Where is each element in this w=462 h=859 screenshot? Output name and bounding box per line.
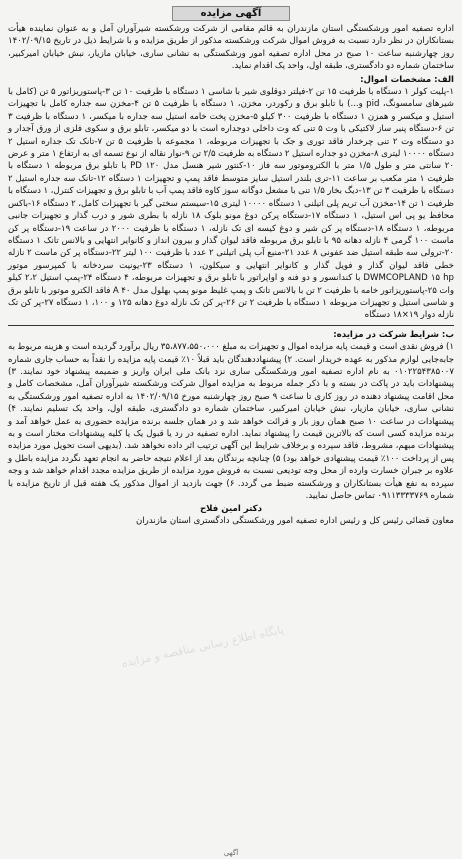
intro-paragraph: اداره تصفیه امور ورشکستگی استان مازندران به قائم مقامی از شرکت ورشکسته شیرآوران آمل و به عنوان نماینده هیأت بستانکاران در نظر دارد نسبت به فروش اموال شرکت ورشکسته مذکور از طریق مزایده و با شرایط ذیل در تاریخ ۱۴۰۲/۰۹/۱۵ روز چهارشنبه ساعت ۱۰ صبح در محل اداره تصفیه امور ورشکستگی به نشانی ساری، خیابان مازیار، نبش خیابان امیرکبیر، ساختمان شماره دو دادگستری، طبقه اول، واحد یک اقدام نماید. [8,24,454,72]
terms-heading: ب: شرایط شرکت در مزایده: [333,329,454,340]
specs-paragraph: ۱-پلیت کولر ۱ دستگاه با ظرفیت ۱۵ تن ۲-فیلتر دوقلوی شیر با شاسی ۱ دستگاه با ظرفیت ۱۰ تن ۳-پاستوریزاتور ۵ تن (کامل با شیرهای سامسونگ، pid و...) با تابلو برق و رکوردر، مخزن، ۱ دستگاه با ظرفیت ۵ تن ۴-مخزن سه جداره کامل با تجهیزات استیل و میکسر و همزن ۱ دستگاه با ظرفیت ۳۰۰ کیلو ۵-مخزن پخت خامه استیل سه جداره با میکسر، ۱ دستگاه با ظرفیت ۳ تن ۶-دستگاه پنیر ساز لاکتیکی با وت ۵ تنی که وت داخلی دوجداره است با دو میکسر، تابلو برق و سکوی فلزی از ورق آجدار و دو دستگاه وت ۲ تنی چرخدار فاقد توری و جک با تجهیزات مربوطه، ۱ مجموعه با ظرفیت ۵ تن ۷-تانک تک جداره استیل ۲ دستگاه ۱۰۰۰۰ لیتری ۸-مخزن دو جداره استیل ۲ دستگاه به ظرفیت ۲/۵ تن ۹-نوار نقاله از نوع تسمه ای به ارتفاع ۱ متر و عرض ۲۰ سانتی متر و طول ۱/۵ متر با الکتروموتور سه فاز ۱۰-کنتور شیر هنسل مدل PD ۱۲۰ با تابلو برق مربوطه ۱ دستگاه با ظرفیت ۱ متر مکعب بر ساعت ۱۱-تری بلندر استیل سایز متوسط فاقد پمپ و تجهیزات ۱ دستگاه ۱۲-تانک سه جداره استیل ۲ دستگاه با ظرفیت ۳ تن ۱۳-دیگ بخار ۱/۵ تنی با مشعل دوگانه سوز کاوه فاقد پمپ آب با تابلو برق و تجهیزات کنترل، ۱ دستگاه با ظرفیت ۱ تن ۱۴-مخزن آب تریم پلی اتیلنی ۱ دستگاه ۱۰۰۰۰ لیتری ۱۵-سیستم سختی گیر با تجهیزات کامل، ۲ دستگاه ۱۶-باکس محافظ یو پی اس استیل، ۱ دستگاه ۱۷-دستگاه پرکن دوغ مونو بلوک ۱۸ نازله با بطری شور و درب گذار و تجهیزات جانبی مربوطه، ۱ دستگاه ۱۸-دستگاه پر کن شیر و دوغ کیسه ای تک نازله، ۱ دستگاه با ظرفیت ۲۰۰۰ در ساعت ۱۹-دستگاه پر کن ماست ۱۰۰ گرمی ۴ نازله دهانه ۹۵ با تابلو برق مربوطه فاقد لیوان گذار و بیرون انداز و کانوایر انتهایی و بالانس تانک ۱ دستگاه ۲۰-ترولی سه طبقه استیل ضد عفونی ۸ عدد ۲۱-منبع آب پلی اتیلنی ۲ عدد با ظرفیت ۱۰۰ لیتر ۲۲-دستگاه پر کن ماست ۲ نازله خطی فاقد لیوان گذار و فویل گذار و کانوایر انتهایی و سیکلون، ۱ دستگاه ۲۳-یونیت سردخانه با کمپرسور موتور DWMCOPLAND ۱۵ hp با کندانسور و دو فنه و اواپراتور با تابلو برق و تجهیزات مربوطه، ۴ دستگاه ۲۴-پمپ استیل ۲،۲ کیلو وات ۲۵-پاستوریزاتور خامه با ظرفیت ۲ تن با بالانس تانک و پمپ غلیظ مونو پمپ بهلول مدل A ۴۰ فاقد الکترو موتور با تابلو برق و شاسی استیل و تجهیزات مربوطه ۱ دستگاه با ظرفیت ۲ تن ۲۶-پر کن تک نازله دوغ دهانه ۱۲۵ و ۱۰۰، ۱ دستگاه ۲۷-پر کن تک نازله دوار ۱۹×۱۸ دستگاه [8,87,455,321]
signature-name: دکتر امین فلاح [199,504,263,515]
footer-mark: آگهی [223,849,239,857]
watermark: پایگاه اطلاع رسانی مناقصه و مزایده [120,622,285,671]
notice-header [8,6,454,20]
terms-paragraph: ۱) فروش نقدی است و قیمت پایه مزایده اموال و تجهیزات به مبلغ ۳۵،۸۷۷،۵۵۰،۰۰۰ ریال برآورد گردیده است و هزینه مربوط به جابه‌جایی لوازم مذکور به عهده خریدار است. ۲) پیشنهاددهندگان باید قبلاً ۱۰٪ قیمت پایه مزایده را نقداً به حساب جاری شماره ۰۱۰۲۲۵۴۳۸۵۰۰۷ به نام اداره تصفیه امور ورشکستگی ساری نزد بانک ملی ایران واریز و ضمیمه پیشنهاد خود نمایند. ۳) پیشنهادات باید در پاکت در بسته و با ذکر جمله مربوط به مزایده اموال شرکت ورشکسته شیرآوران آمل، مشخصات کامل و محل اقامت پیشنهاد دهنده در روز کاری تا ساعت ۹ صبح روز چهارشنبه مورخ ۱۴۰۲/۰۹/۱۵ به اداره تصفیه امور ورشکستگی به نشانی ساری، خیابان مازیار، نبش خیابان امیرکبیر، ساختمان شماره دو دادگستری، طبقه اول، واحد یک تسلیم نمایند. ۴) پیشنهادات در ساعت ۱۰ صبح همان روز باز و قرائت خواهد شد و در همان جلسه برنده مزایده حضوری به عمل خواهد آمد و برنده مزایده کسی است که بالاترین قیمت را پیشنهاد نماید. اداره تصفیه در رد یا قبول یک یا کلیه پیشنهادات مختار است و به پیشنهادات مبهم، مشروط، فاقد سپرده و برخلاف شرایط این آگهی ترتیب اثر داده نخواهد شد. (بدیهی است تحویل مورد مزایده پس از پرداخت ۱۰۰٪ قیمت پیشنهادی خواهد بود) ۵) چنانچه برندگان بعد از اعلام نتیجه حاضر به انجام تعهد نگردد مزایده باطل و علاوه بر جبران خسارت وارده از محل وجه تودیعی نسبت به فروش مورد مزایده از طریق مزایده مجدد اقدام خواهد شد و وجه سپرده به نفع هیأت بستانکاران و ورشکسته ضبط می گردد. ۶) جهت بازدید از اموال مذکور یک هفته قبل از تاریخ مزایده با شماره ۰۹۱۱۳۳۳۳۷۶۹ تماس حاصل نمایید. [8,342,455,502]
specs-heading: الف: مشخصات اموال: [360,74,454,85]
notice-title: آگهی مزایده [172,6,291,21]
section-divider [8,325,454,326]
signature-title: معاون قضائی رئیس کل و رئیس اداره تصفیه امور ورشکستگی دادگستری استان مازندران [135,516,454,527]
